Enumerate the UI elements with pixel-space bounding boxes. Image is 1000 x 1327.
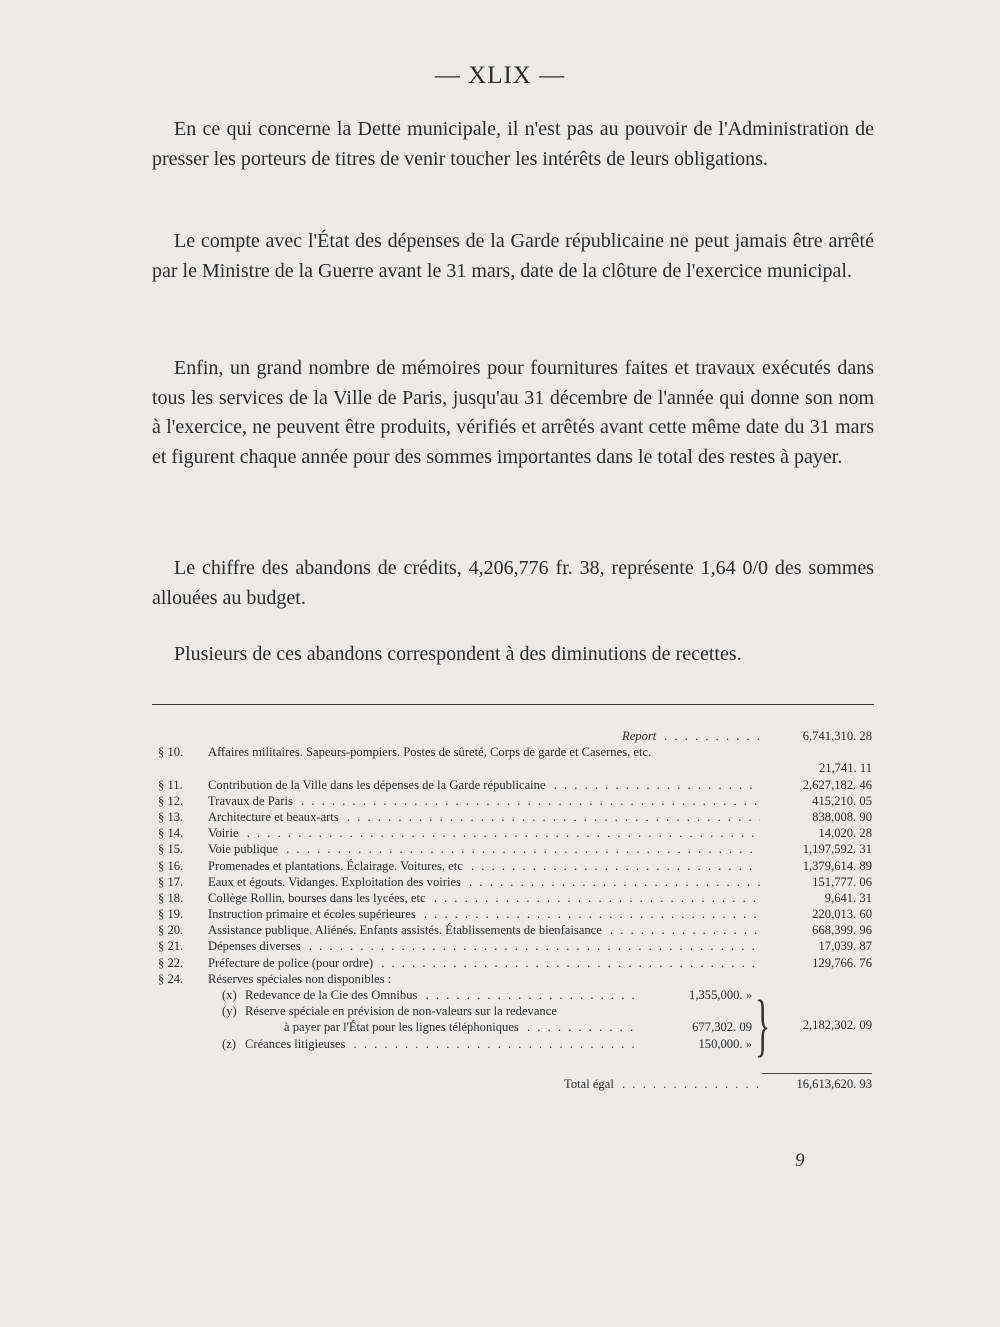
table-row: § 22. Préfecture de police (pour ordre) . . . 129,766. 76 [152,955,874,971]
table-row: § 17. Eaux et égouts. Vidanges. Exploitation des voiries . . . 151,777. 06 [152,874,874,890]
brace-glyph: } [755,987,771,1065]
reserves-subitems [152,987,874,1068]
folio-signature: 9 [795,1150,805,1171]
table-row: § 19. Instruction primaire et écoles supérieures . . . 220,013. 60 [152,906,874,922]
table-row: § 15. Voie publique . . . 1,197,592. 31 [152,841,874,857]
expenses-table [152,728,874,1092]
separator-rule [152,704,874,705]
reserve-item-z: (z) Créances litigieuses . . . 150,000. » [152,1036,874,1052]
table-row-report [152,728,874,744]
paragraph-garde: Le compte avec l'État des dépenses de la Garde républicaine ne peut jamais être arrêté par le Ministre de la Guerre avant le 31 mars, date de la clôture de l'exercice municipal. [152,230,874,282]
table-row: § 10. Affaires militaires. Sapeurs-pompiers. Postes de sûreté, Corps de garde et Casernes, etc. 21,741. 11 [158,745,872,776]
table-row-reserves: § 24. Réserves spéciales non disponibles : [152,971,874,987]
table-row: § 21. Dépenses diverses . . . 17,039. 87 [152,938,874,954]
page-number-header: — XLIX — [434,62,566,89]
table-row: § 20. Assistance publique. Aliénés. Enfants assistés. Établissements de bienfaisance . . . 668,399. 96 [152,922,874,938]
paragraph-abandons: Le chiffre des abandons de crédits, 4,206,776 fr. 38, représente 1,64 0/0 des sommes allouées au budget. [152,557,874,609]
table-row-total: Total égal . . . 16,613,620. 93 [152,1076,874,1092]
reserve-item-x: (x) Redevance de la Cie des Omnibus . . . 1,355,000. » [152,987,874,1003]
reserve-item-y-cont: à payer par l'État pour les lignes téléphoniques . . . 677,302. 09 [152,1019,874,1035]
table-row: § 18. Collège Rollin, bourses dans les lycées, etc . . . 9,641. 31 [152,890,874,906]
reserve-item-y: (y) Réserve spéciale en prévision de non-valeurs sur la redevance [152,1003,874,1019]
grand-total-amount: 16,613,620. 93 [796,1077,872,1092]
table-row: § 11. Contribution de la Ville dans les dépenses de la Garde républicaine . . . 2,627,182. 46 [152,777,874,793]
table-row: § 13. Architecture et beaux-arts . . . 838,008. 90 [152,809,874,825]
paragraph-dette: En ce qui concerne la Dette municipale, il n'est pas au pouvoir de l'Administration de presser les porteurs de titres de venir toucher les intérêts de leurs obligations. [152,118,874,170]
report-amount: 6,741,310. 28 [802,729,872,743]
table-row: § 16. Promenades et plantations. Éclairage. Voitures, etc . . . 1,379,614. 89 [152,858,874,874]
reserves-total-amount: 2,182,302. 09 [802,1018,872,1033]
table-row: § 14. Voirie . . . 14,020. 28 [152,825,874,841]
total-rule [762,1073,872,1074]
table-row: § 12. Travaux de Paris . . . 415,210. 05 [152,793,874,809]
paragraph-memoires: Enfin, un grand nombre de mémoires pour fournitures faites et travaux exécutés dans tous les services de la Ville de Paris, jusqu'au 31 décembre de l'année qui donne son nom à l'exercice, ne peuvent être produits, vérifiés et arrêtés avant cette même date du 31 mars et figurent chaque année pour des sommes importantes dans le total des restes à payer. [152,357,874,468]
report-label: Report [622,729,659,743]
paragraph-diminutions: Plusieurs de ces abandons correspondent à des diminutions de recettes. [174,643,742,665]
